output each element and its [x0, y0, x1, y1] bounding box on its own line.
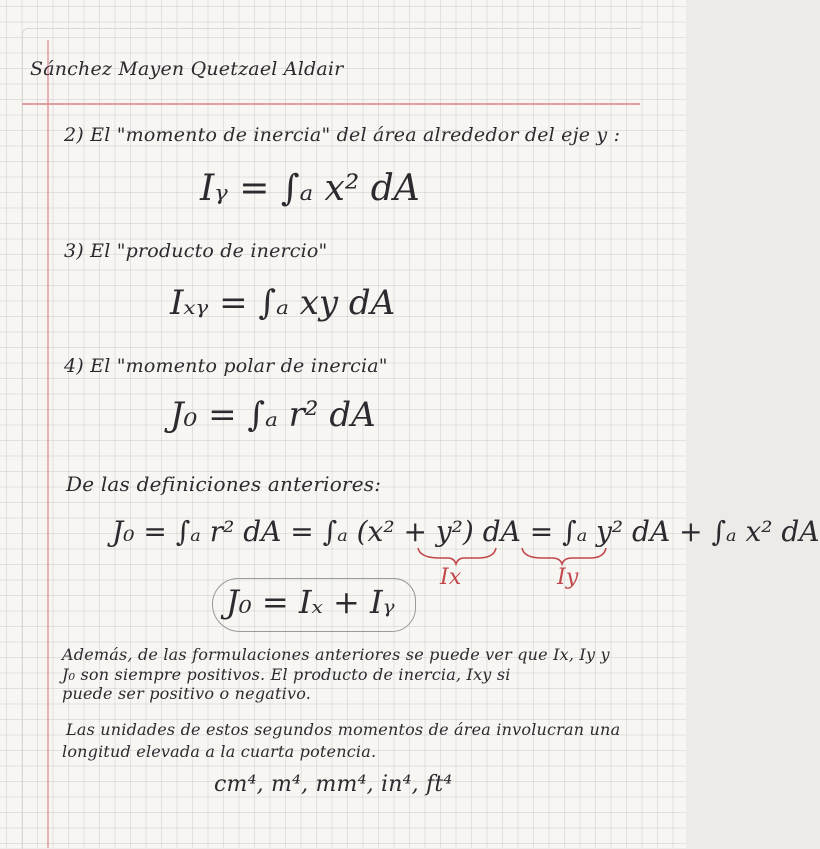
brace-label-iy: Iy: [557, 565, 579, 590]
section-3-equation: Iₓᵧ = ∫ₐ xy dA: [170, 283, 396, 323]
paragraph-line-4: Las unidades de estos segundos momentos de área involucran una: [66, 720, 621, 739]
derivation-intro: De las definiciones anteriores:: [66, 472, 382, 496]
brace-label-ix: Ix: [440, 565, 462, 590]
section-3-text: 3) El "producto de inercio": [64, 240, 328, 262]
paragraph-line-5: longitud elevada a la cuarta potencia.: [62, 742, 377, 761]
section-4-text: 4) El "momento polar de inercia": [64, 355, 388, 377]
section-2-equation: Iᵧ = ∫ₐ x² dA: [200, 168, 420, 209]
result-equation: J₀ = Iₓ + Iᵧ: [226, 583, 395, 621]
paragraph-line-3: puede ser positivo o negativo.: [62, 684, 312, 703]
student-name: Sánchez Mayen Quetzael Aldair: [30, 58, 344, 80]
red-margin-line-vertical: [47, 40, 49, 848]
derivation-equation: J₀ = ∫ₐ r² dA = ∫ₐ (x² + y²) dA = ∫ₐ y² dA + ∫ₐ x² dA: [112, 515, 820, 548]
paragraph-line-2: J₀ son siempre positivos. El producto de inercia, Ixy si: [62, 665, 511, 684]
units-line: cm⁴, m⁴, mm⁴, in⁴, ft⁴: [214, 772, 453, 797]
section-4-equation: J₀ = ∫ₐ r² dA: [170, 395, 376, 435]
section-2-text: 2) El "momento de inercia" del área alrededor del eje y :: [64, 124, 621, 146]
paragraph-line-1: Además, de las formulaciones anteriores se puede ver que Ix, Iy y: [62, 645, 610, 664]
red-margin-line-horizontal: [22, 103, 640, 105]
